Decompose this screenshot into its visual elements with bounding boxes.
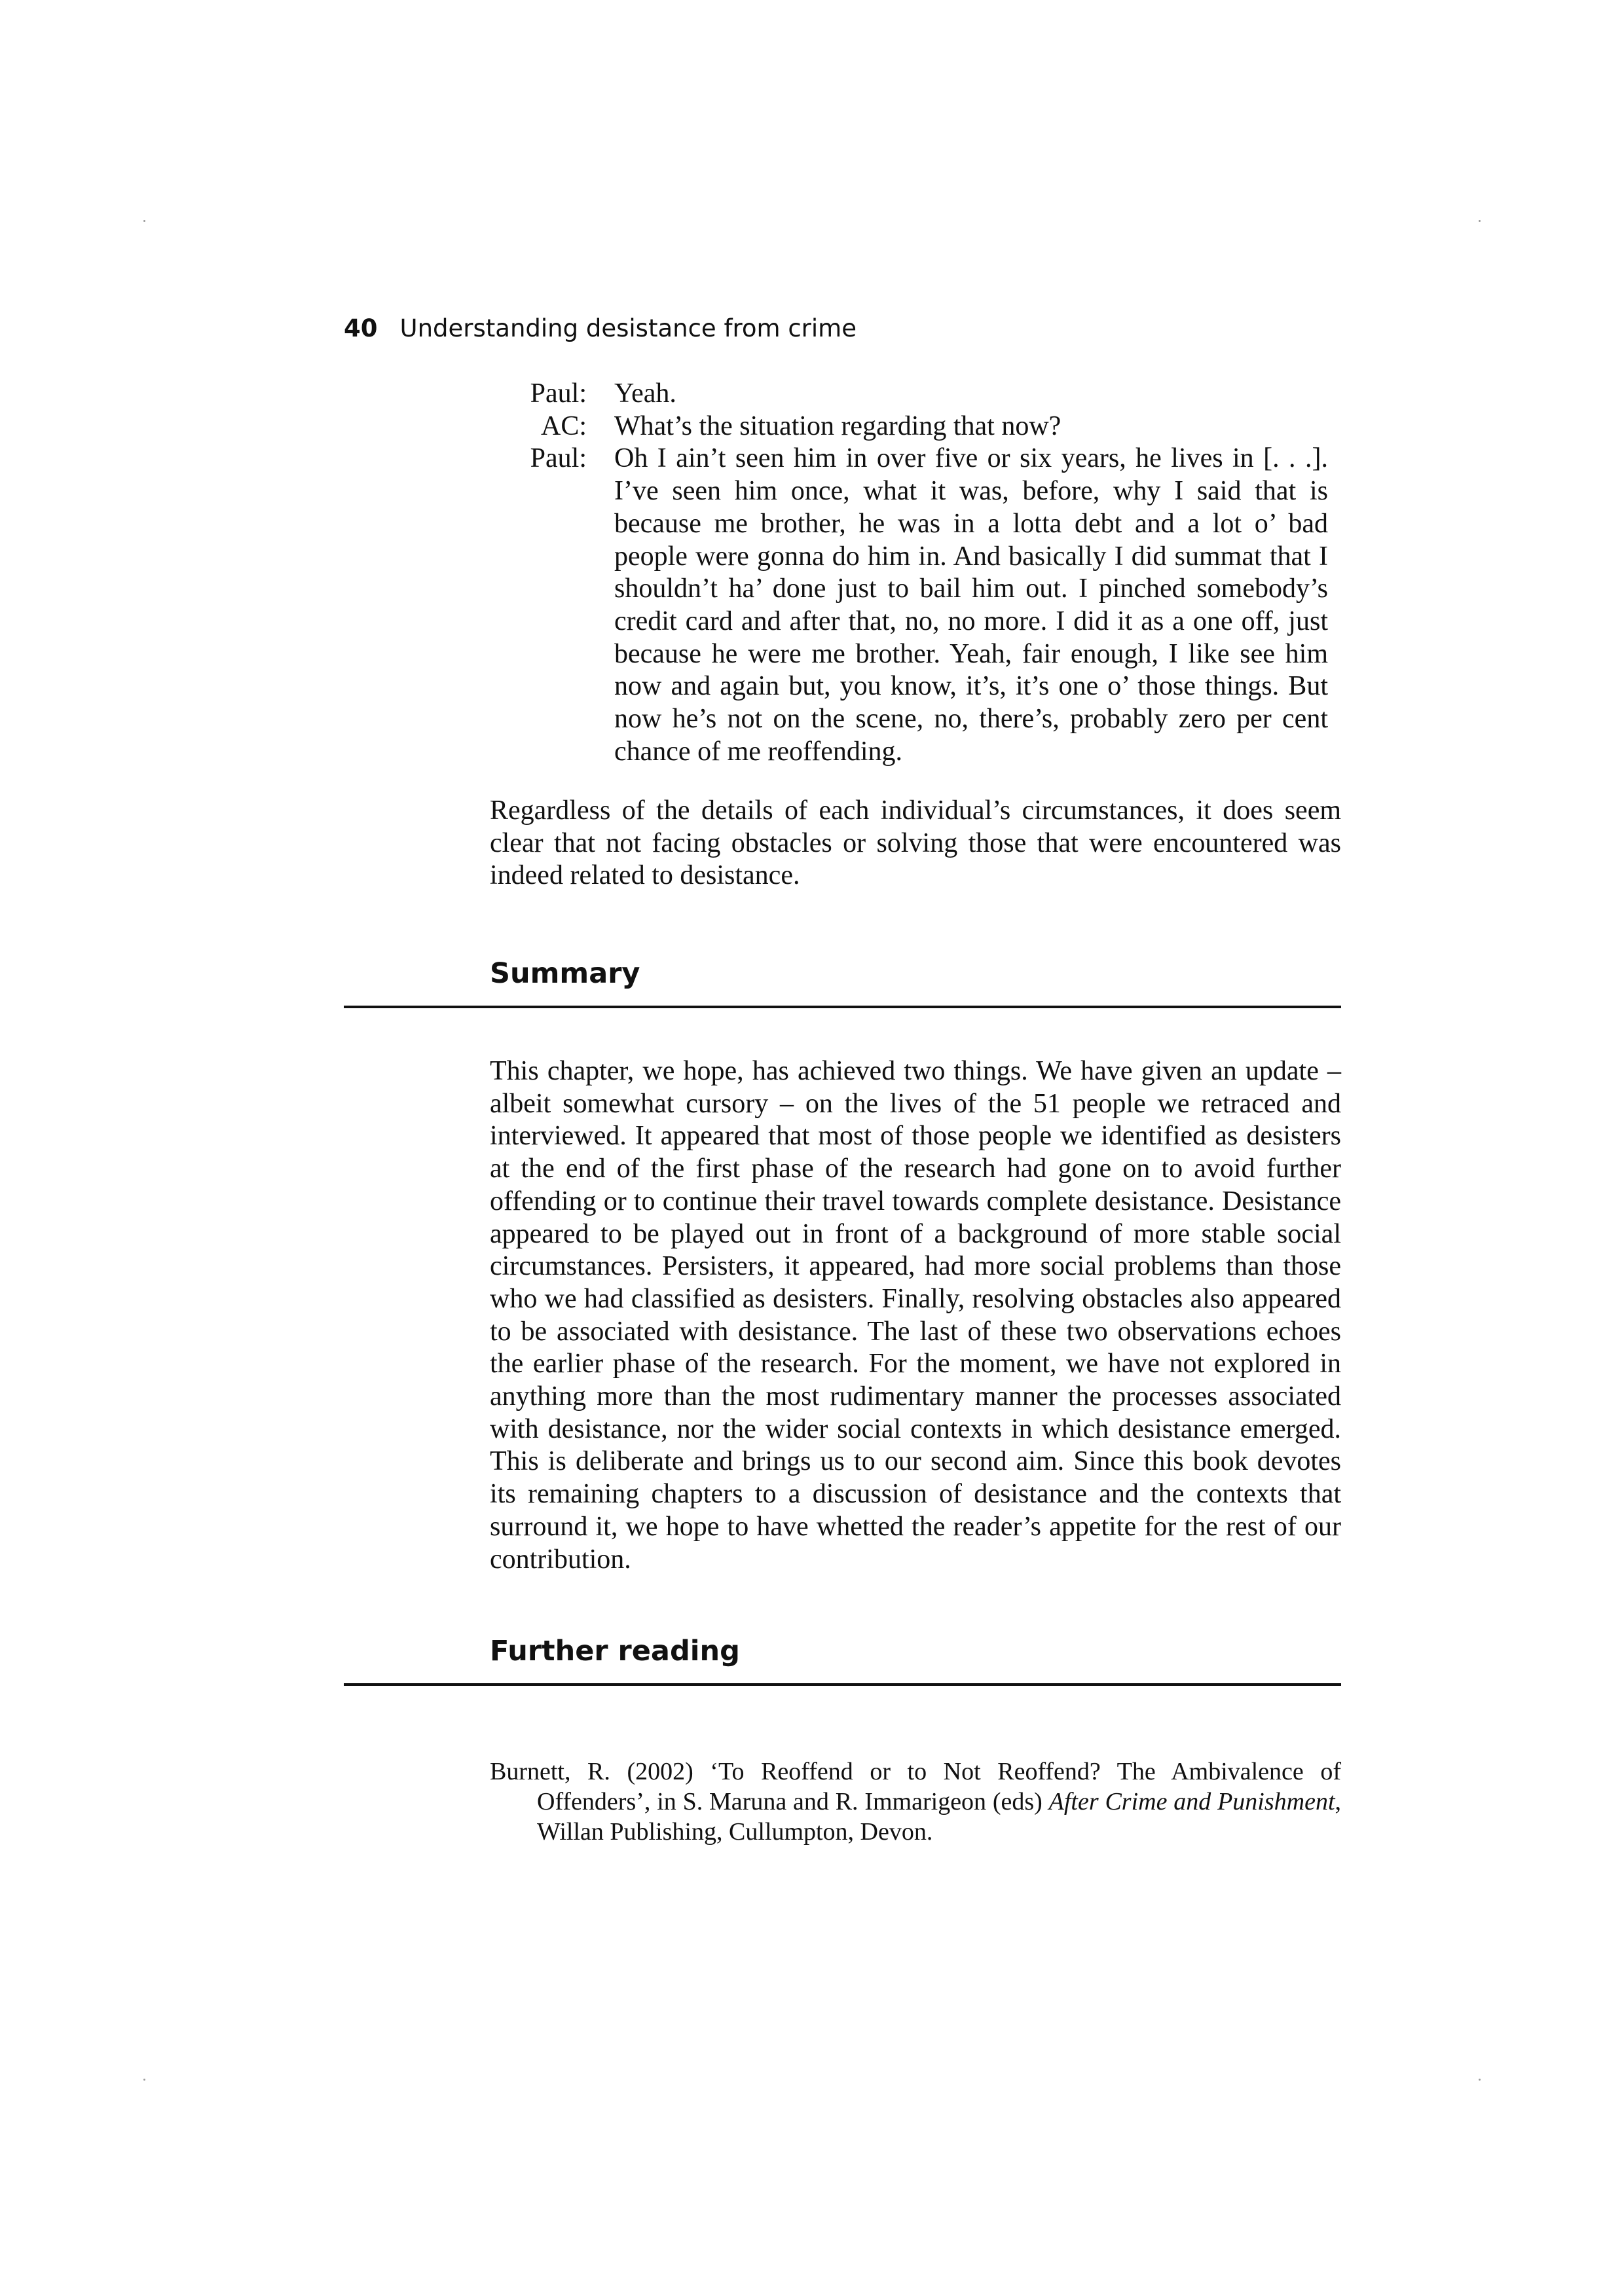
section-heading-further-reading: Further reading — [490, 1635, 740, 1667]
reference-book-title: After Crime and Punishment — [1048, 1788, 1335, 1815]
crop-mark-bottom-left — [143, 2079, 145, 2081]
crop-mark-bottom-right — [1479, 2079, 1481, 2081]
body-paragraph: Regardless of the details of each individual’s circumstances, it does seem clear that not facing obstacles or solving those that were encountered was indeed related to desistance. — [490, 795, 1341, 891]
speaker-label: Paul: — [530, 443, 587, 474]
speech-text: What’s the situation regarding that now? — [614, 410, 1061, 441]
dialogue-turn — [490, 443, 1341, 768]
running-title: Understanding desistance from crime — [399, 314, 857, 342]
speaker-label: AC: — [540, 410, 587, 441]
dialogue-turn — [490, 410, 1341, 443]
speech-text: Oh I ain’t seen him in over five or six years, he lives in [. . .]. I’ve seen him once, what it was, before, why I said that is because me brother, he was in a lotta debt and a lot o’ bad people were gonna do him in. And basically I did summat that I shouldn’t ha’ done just to bail him out. I pinched somebody’s credit card and after that, no, no more. I did it as a one off, just because he were me brother. Yeah, fair enough, I like see him now and again but, you know, it’s, it’s one o’ those things. But now he’s not on the scene, no, there’s, probably zero per cent chance of me reoffending. — [614, 443, 1328, 767]
reference-tail: , Willan Publishing, Cullumpton, Devon. — [537, 1788, 1341, 1846]
running-head — [344, 313, 857, 344]
crop-mark-top-left — [143, 220, 145, 222]
speaker-label: Paul: — [530, 378, 587, 409]
page-number: 40 — [344, 314, 378, 342]
reference-lead: Burnett, R. (2002) ‘To Reoffend or to Not Reoffend? The Ambivalence of Offenders’, in S. Maruna and R. Immarigeon (eds) — [490, 1758, 1341, 1815]
section-rule — [344, 1006, 1341, 1008]
reference-entry — [490, 1757, 1341, 1847]
crop-mark-top-right — [1479, 220, 1481, 222]
speech-text: Yeah. — [614, 378, 676, 409]
interview-dialogue — [490, 378, 1341, 768]
section-heading-summary: Summary — [490, 957, 640, 990]
section-rule — [344, 1683, 1341, 1686]
dialogue-turn — [490, 378, 1341, 410]
summary-paragraph: This chapter, we hope, has achieved two things. We have given an update – albeit somewhat cursory – on the lives of the 51 people we retraced and interviewed. It appeared that most of those people we identified as desisters at the end of the first phase of the research had gone on to avoid further offending or to continue their travel towards complete desistance. Desistance appeared to be played out in front of a background of more stable social circumstances. Persisters, it appeared, had more social problems than those who we had classified as desisters. Finally, resolving obstacles also appeared to be associated with desistance. The last of these two observations echoes the earlier phase of the research. For the moment, we have not explored in anything more than the most rudimentary manner the processes associated with desistance, nor the wider social contexts in which desistance emerged. This is deliberate and brings us to our second aim. Since this book devotes its remaining chapters to a discussion of desistance and the contexts that surround it, we hope to have whetted the reader’s appetite for the rest of our contribution. — [490, 1056, 1341, 1575]
